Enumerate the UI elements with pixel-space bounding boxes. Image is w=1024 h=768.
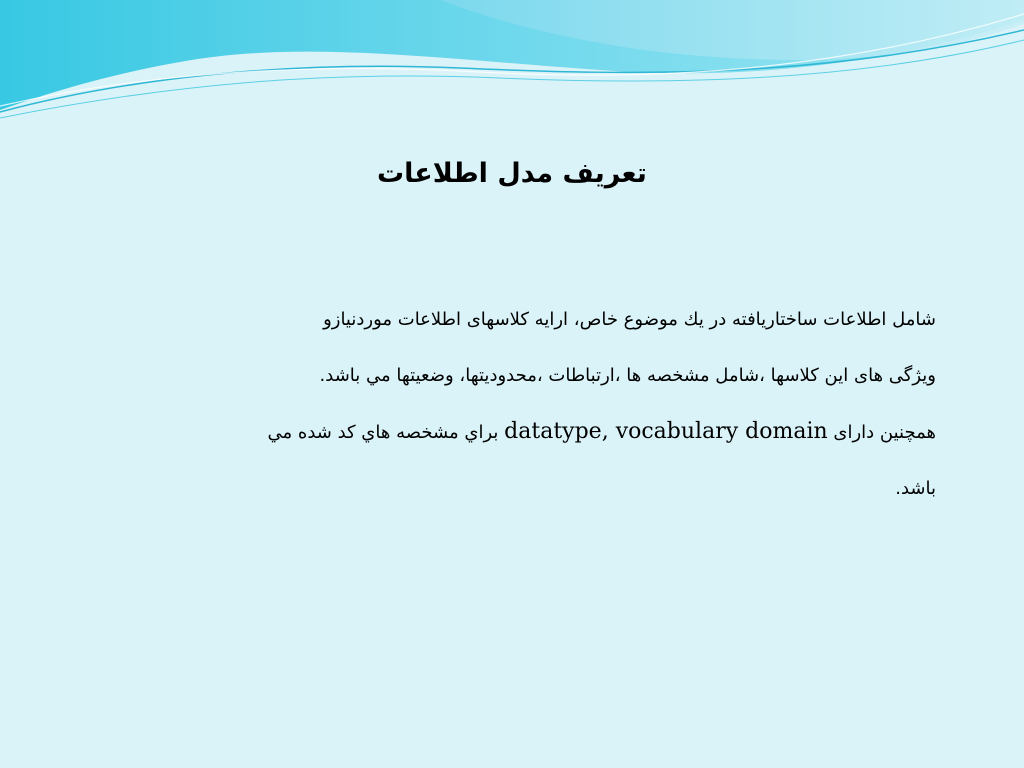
body-line-3 [150, 404, 936, 461]
slide-body-text [150, 292, 936, 517]
body-line-3-suffix: براي مشخصه هاي كد شده مي [267, 422, 499, 443]
body-line-2: ويژگی های اين كلاسها ،شامل مشخصه ها ،ارتباطات ،محدوديتها، وضعيتها مي باشد. [319, 365, 936, 386]
slide-title: تعريف مدل اطلاعات [377, 158, 647, 189]
body-line-3-prefix: همچنين دارای [833, 422, 936, 443]
vocabulary-domain-term: datatype, vocabulary domain [504, 419, 828, 444]
body-line-1: شامل اطلاعات ساختاريافته در يك موضوع خاص، ارايه كلاسهاى اطلاعات موردنيازو [323, 309, 936, 330]
header-wave-decoration [0, 0, 1024, 130]
body-line-4: باشد. [895, 478, 936, 499]
